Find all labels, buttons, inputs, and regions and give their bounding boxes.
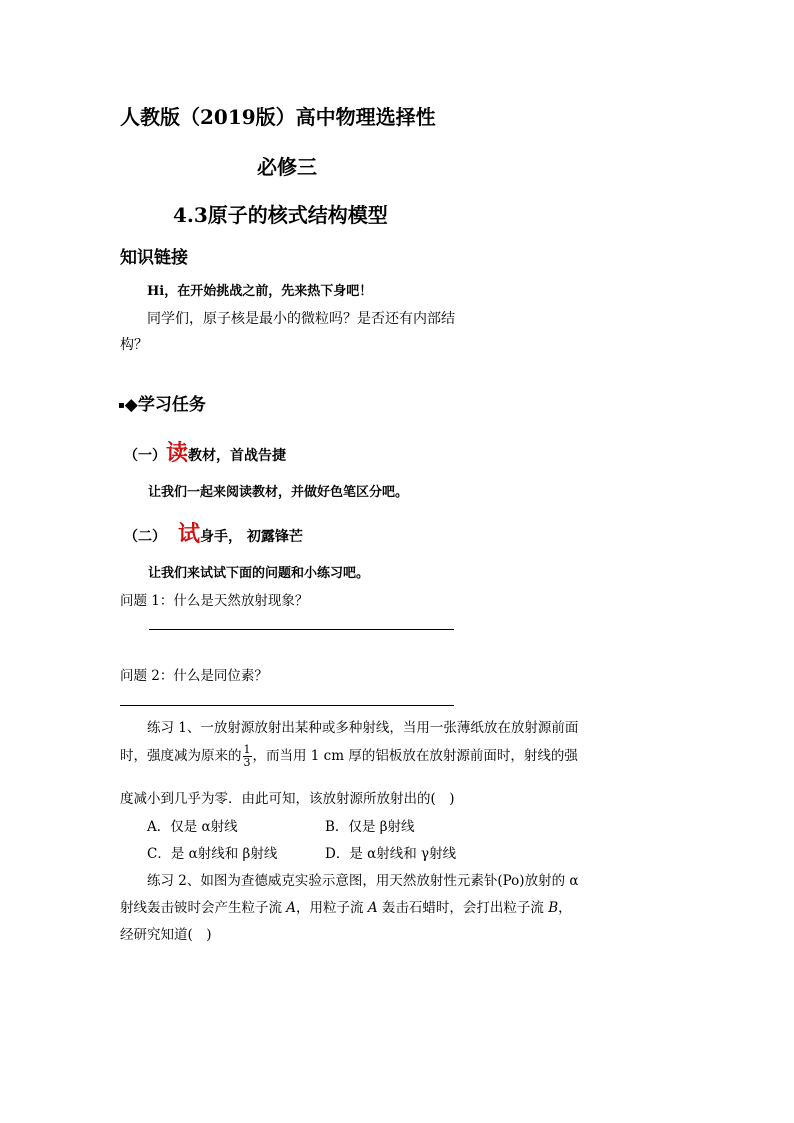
exercise2-line2-c: 轰击石蜡时，会打出粒子流 <box>377 900 549 916</box>
exercise1-line2-after: ，而当用 1 cm 厚的铝板放在放射源前面时，射线的强 <box>252 748 578 764</box>
fraction-denominator: 3 <box>243 756 251 769</box>
doc-title-line3: 4.3原子的核式结构模型 <box>173 203 388 227</box>
section2-heading <box>124 517 303 548</box>
exercise2-line2-b: ，用粒子流 <box>296 900 368 916</box>
task-heading-row <box>118 390 206 415</box>
fraction <box>243 744 252 769</box>
var-b: B <box>548 900 559 916</box>
fraction-numerator: 1 <box>243 743 251 756</box>
section1-body: 让我们一起来阅读教材，并做好色笔区分吧。 <box>148 485 409 500</box>
doc-title-line2: 必修三 <box>257 155 317 179</box>
answer-line-1[interactable] <box>149 629 454 630</box>
option-d[interactable]: D．是 α射线和 γ射线 <box>325 846 457 862</box>
section2-body: 让我们来试试下面的问题和小练习吧。 <box>148 566 370 581</box>
answer-line-2[interactable] <box>120 705 454 706</box>
doc-title-line1: 人教版（2019版）高中物理选择性 <box>120 105 436 129</box>
option-a[interactable]: A．仅是 α射线 <box>147 819 238 835</box>
exercise1-line2-before: 时，强度减为原来的 <box>120 748 242 764</box>
knowledge-question-part1: 同学们，原子核是最小的微粒吗？是否还有内部结 <box>147 311 455 327</box>
var-a-2: A <box>367 900 378 916</box>
task-heading: 学习任务 <box>137 395 206 415</box>
section1-big-char: 读 <box>166 440 189 466</box>
question-1: 问题 1：什么是天然放射现象？ <box>120 593 309 609</box>
exercise2-line1: 练习 2、如图为查德威克实验示意图，用天然放射性元素钋(Po)放射的 α <box>147 873 579 889</box>
exercise1-line3: 度减小到几乎为零．由此可知，该放射源所放射出的( ) <box>120 791 455 807</box>
question-2: 问题 2：什么是同位素？ <box>120 668 268 684</box>
exercise2-line3: 经研究知道( ) <box>120 927 212 943</box>
exercise2-line2 <box>120 896 572 916</box>
option-b[interactable]: B．仅是 β射线 <box>325 819 415 835</box>
section1-prefix: （一） <box>124 448 166 464</box>
exercise1-line1: 练习 1、一放射源放射出某种或多种射线，当用一张薄纸放在放射源前面 <box>147 720 579 736</box>
exercise1-line2 <box>120 744 578 769</box>
section2-prefix: （二） <box>124 529 166 545</box>
knowledge-question-part2: 构？ <box>120 337 148 353</box>
section1-heading <box>124 436 286 467</box>
knowledge-heading: 知识链接 <box>120 248 188 268</box>
exercise2-line2-a: 射线轰击铍时会产生粒子流 <box>120 900 287 916</box>
hi-text: Hi，在开始挑战之前，先来热下身吧！ <box>147 284 373 299</box>
diamond-icon: ◆ <box>124 395 138 415</box>
section2-big-char: 试 <box>178 521 201 547</box>
var-a-1: A <box>286 900 297 916</box>
option-c[interactable]: C．是 α射线和 β射线 <box>147 846 278 862</box>
section1-suffix: 教材，首战告捷 <box>188 448 287 464</box>
bullet-icon: ▪ <box>118 400 125 411</box>
section2-suffix: 身手， 初露锋芒 <box>200 529 303 545</box>
exercise2-line2-d: ， <box>558 900 572 916</box>
